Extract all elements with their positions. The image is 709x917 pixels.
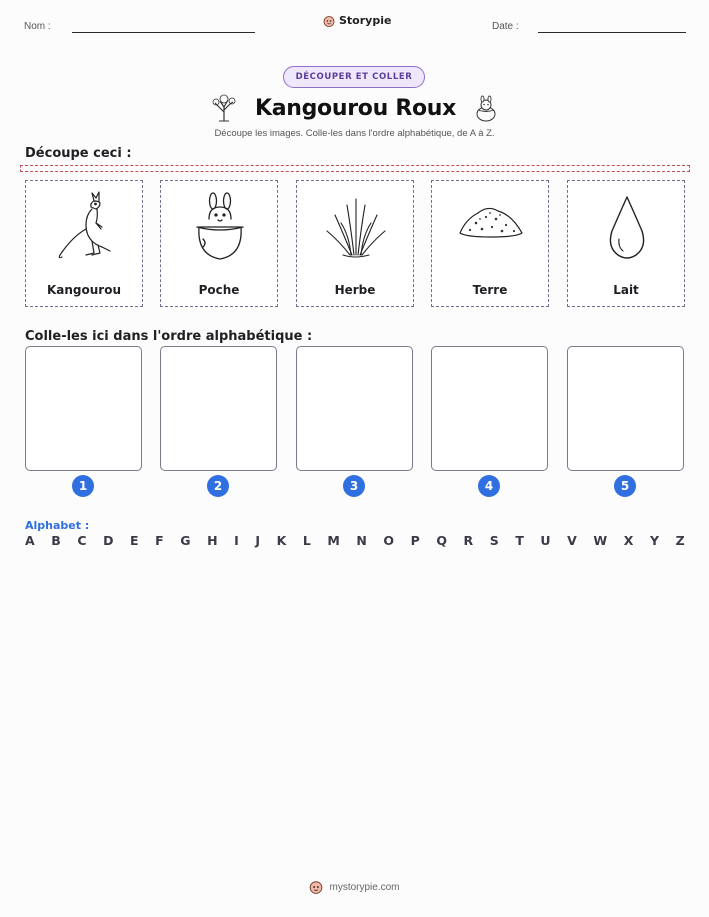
instructions: Découpe les images. Colle-les dans l'ordre alphabétique, de A à Z. [214,128,495,139]
number-badge-2: 2 [207,475,229,497]
number-badge-5: 5 [614,475,636,497]
number-badge-3: 3 [343,475,365,497]
tree-icon [211,94,237,122]
alphabet-letter: T [515,533,524,548]
paste-heading: Colle-les ici dans l'ordre alphabétique : [25,329,313,344]
card-label: Kangourou [46,283,122,297]
alphabet-label: Alphabet : [25,519,90,532]
alphabet-letter: V [567,533,577,548]
name-label: Nom : [24,21,51,32]
brand-name: Storypie [339,14,392,27]
paste-box-4[interactable] [431,346,548,471]
card-label: Lait [613,283,639,297]
card-label: Terre [472,283,508,297]
grass-icon [321,189,391,269]
alphabet-letter: B [51,533,61,548]
alphabet-letter: L [302,533,311,548]
kangaroo-icon [50,189,120,269]
alphabet-row [25,533,685,548]
date-label: Date : [492,21,519,32]
paste-box-2[interactable] [160,346,277,471]
alphabet-letter: E [130,533,139,548]
alphabet-letter: M [327,533,340,548]
alphabet-letter: N [356,533,367,548]
alphabet-letter: R [463,533,474,548]
alphabet-letter: Z [675,533,685,548]
alphabet-letter: J [255,533,260,548]
alphabet-letter: I [234,533,239,548]
paste-box-3[interactable] [296,346,413,471]
alphabet-letter: Y [649,533,659,548]
storypie-mascot-icon [309,880,323,894]
alphabet-letter: K [276,533,287,548]
card-label: Herbe [334,283,376,297]
cut-card-kangourou[interactable] [25,180,143,307]
page-title: Kangourou Roux [254,95,457,121]
alphabet-letter: W [593,533,608,548]
alphabet-letter: A [25,533,35,548]
cut-line [20,165,690,172]
soil-icon [456,189,526,269]
alphabet-letter: S [489,533,499,548]
alphabet-letter: P [410,533,420,548]
cut-card-herbe[interactable] [296,180,414,307]
alphabet-letter: U [540,533,551,548]
storypie-logo [323,14,391,27]
alphabet-letter: C [77,533,87,548]
alphabet-letter: X [623,533,634,548]
paste-box-1[interactable] [25,346,142,471]
cut-card-terre[interactable] [431,180,549,307]
milk-drop-icon [592,189,662,269]
activity-badge: DÉCOUPER ET COLLER [283,66,425,88]
cut-card-lait[interactable] [567,180,685,307]
paste-box-5[interactable] [567,346,684,471]
alphabet-letter: G [180,533,191,548]
number-badge-4: 4 [478,475,500,497]
pouch-icon [185,189,255,269]
alphabet-letter: F [155,533,164,548]
cut-card-poche[interactable] [160,180,278,307]
cut-heading: Découpe ceci : [25,146,132,161]
storypie-mascot-icon [323,15,335,27]
alphabet-letter: O [383,533,395,548]
alphabet-letter: Q [436,533,447,548]
alphabet-letter: D [103,533,114,548]
number-badge-1: 1 [72,475,94,497]
card-label: Poche [198,283,240,297]
kangaroo-in-pouch-icon [474,94,498,122]
title-row [0,92,709,124]
footer [0,880,709,894]
name-line[interactable] [72,32,255,33]
date-line[interactable] [538,32,686,33]
footer-url[interactable]: mystorypie.com [329,881,400,893]
alphabet-letter: H [207,533,218,548]
